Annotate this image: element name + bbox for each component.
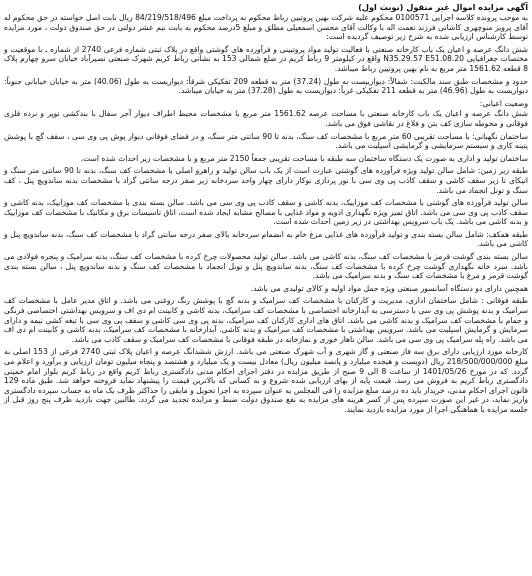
notice-paragraph: وضعیت اعیانی: xyxy=(479,98,528,108)
notice-paragraph: سالن بسته بندی گوشت قرمز با مشخصات کف سنگ، بدنه کاشی می باشد. سالن تولید محصولات چرخ کرده با مشخصات کف سنگ، بدنه سرامیک و پنجره فولادی می باشد. سرد خانه نگهداری گوشت چرخ کرده با مشخصات کف سنگ، بدنه ساندویچ پنل و تونل انجماد با مشخصات کف سنگ و بدنه ساندویچ پنل ، سالن بسته بندی گوشت قرمز و مرغ با مشخصات کف سنگ و بدنه سرامیک می باشد. xyxy=(4,252,528,281)
notice-paragraph: شش دانگ عرصه و اعیان یک باب کارخانه صنعتی با فعالیت تولید مواد پروتیینی و فرآورده های گوشتی واقع در پلاک ثبتی شماره فرعی 2740 از شماره ـ با موقعیت و مختصات جغرافیایی N35.29.57 E51.08.20 واقع در کیلومتر 9 رباط کریم در ضلع شمالی 153 به نشانی رباط کریم شهرک صنعتی نصیرآباد خیابان سرو چهارم پلاک 8 قطعه 1561.62 متر مربع به نام بهین پروتیین رباط میباشد. xyxy=(4,44,528,73)
notice-paragraph: سالن تولید فرآورده های گوشتی با مشخصات کف موزاییک، بدنه کاشی و سقف کاذب پی وی سی می باشد. سالن بسته بندی با مشخصات کف موزاییک، بدنه کاشی و سقف کاذب پی وی سی می باشد. اتاق تمیز ویژه نگهداری ادویه و مواد غذایی با مصالح مشابه ایجاد شده است، اتاق تاسیسات برق و مکانیک با مشخصات کف موزاییک و بدنه کاشی می باشد. یک باب سرویس بهداشتی در زیر زمین احداث شده است. xyxy=(4,198,528,227)
notice-paragraph: طبقه فوقانی : شامل ساختمان اداری، مدیریت و کارکنان با مشخصات کف سرامیک و بدنه گچ با پوشش رنگ روغنی می باشد. و اتاق مدیر عامل با مشخصات کف سرامیک و بدنه پوشش پی وی سی با دسترسی به آبدارخانه اختصاصی با مشخصات کف سرامیک، بدنه کاشی و کابینت ام دی اف و سرویس بهداشتی اختصاصی فرنگی و حمام با مشخصات کف سرامیک و بدنه کاشی می باشد. اتاق های اداری کارکنان کف سرامیک، بدنه پی وی سی کاشی و سقف پی وی سی با تیغه کشی نیمه و دارای سرمایش و گرمایش اسپلیت می باشد. سرویس بهداشتی با مشخصات کف سرامیک و بدنه کاشی. آبدارخانه با مشخصات کف سرامیک، بدنه کاشی و کابینت ام دی اف می باشد. راه پله سرامیک پی وی سی می باشد. سالن ناهار خوری و نمازخانه در طبقه فوقانی با مشخصات کف سرامیک و سقف کاذب می باشد. xyxy=(4,296,528,344)
notice-paragraph: همچنین دارای دو دستگاه آسانسور صنعتی ویژه حمل مواد اولیه و کالای تولیدی می باشد. xyxy=(250,283,528,293)
notice-paragraph: شش دانگ عرصه و اعیان یک باب کارخانه صنعتی با مساحت عرصه 1561.62 متر مربع با مشخصات محیط اطراف دیوار آجر سفال با بندکشی توپر و نرده فلزی فوقانی و محوطه سازی کف بتن و فلاغ در نقاشی فوق می باشد. xyxy=(4,109,528,128)
notice-paragraph: به موجب پرونده کلاسه اجرایی 0100571 محکوم علیه شرکت بهین پروتیین رباط محکوم به پرداخت مبلغ 84/219/518/496 ریال بابت اصل خواسته در حق محکوم له آقای پرویز منوچهری کاشانی فرزند نعمت اله با وکالت آقای محسن اسمعیلی مطلق و مبلغ 5درصد محکوم به بابت نیم عشر دولتی در حق صندوق دولت ، مورد مزایده توسط کارشناس ارزیابی شده به شرح زیر توصیف گردیده است: xyxy=(4,13,528,42)
notice-paragraph: طبقه زیر زمین: شامل سالن تولید ویژه فرآورده های گوشتی عبارت است از یک باب سالن تولید و راهرو اصلی با مشخصات کف سنگ، بدنه تا 90 سانتی متر سنگ و اتیکای تا زیر سقف کاشی و سقف کاذب پی وی سی با نور پردازی نوکار دارای چهار واحد سردخانه زیر صفر درجه سانتی گراد با مشخصات بدنه ساندویچ پنل ، کف سنگ و تونل انجماد می باشد. xyxy=(4,166,528,195)
notice-paragraph: ساختمان تولید و اداری به صورت یک دستگاه ساختمان سه طبقه با مساحت تقریبی جمعاً 2150 متر مربع و با مشخصات زیر احداث شده است. xyxy=(80,153,528,163)
notice-paragraph: طبقه همکف: شامل سالن بسته بندی و تولید فرآورده های غذایی مرغ خام به انضمام سردخانه بالای صفر درجه سانتی گراد با مشخصات کف سنگ، بدنه ساندویچ پنل و کاشی می باشد. xyxy=(4,229,528,249)
notice-title: آگهی مزایده اموال غیر منقول (نوبت اول) xyxy=(358,2,528,12)
notice-paragraph: کارخانه مورد ارزیابی دارای برق سه فاز صنعتی و گاز شهری و آب شهرک صنعتی می باشد. ارزش ششدانگ عرصه و اعیان پلاک ثبتی 2740 فرعی از 153 اصلی به مبلغ 218/500/000/000 ریال (دویست و هیجده میلیارد و پانصد میلیون ریال) معادل بیست و یک میلیارد و هشتصد و پنجاه میلیون تومان ارزیابی و برآورد و اعلام می گردد. که در مورخ 1401/05/26 از ساعت 8 الی 9 صبح از طریق مزایده در دفتر اجرای احکام مدنی دادگستری رباط کریم واقع در رباط کریم بلوار امام خمینی دادگستری رباط کریم به فروش می رسد. قیمت پایه از بهای ارزیابی شده شروع و به کسانی که بالاترین قیمت را پیشنهاد نماید فروخته خواهد شد. طبق ماده 129 قانون اجرای احکام مدنی، خریدار باید ده درصد مبلغ مزایده را فی المجلس به عنوان سپرده به اجرا تحویل و مابقی را حداکثر ظرف یک ماه به حساب سپرده دادگستری واریز نماید، در غیر این صورت سپرده پس از کسر هزینه های مزایده به نفع صندوق دولت ضبط و مزایده تجدید می گردد. طالبین جهت بازدید ظرف پنج روز قبل از جلسه مزایده با هماهنگی اجرا از مورد مزایده بازدید نمایند. xyxy=(4,347,528,414)
notice-paragraph: ساختمان نگهبانی: با مساحت تقریبی 60 متر مربع با مشخصات کف سنگ، بدنه تا 90 سانتی متر سنگ، و در فضای فوقانی دیوار پوش پی وی سی ، سقف گچ با پوشش پتینه کاری و سیستم سرمایشی و گرمایشی اسپلیت می باشد. xyxy=(4,131,529,151)
notice-paragraph: حدود و مشخصات طبق سند مالکیت: شمالاً: دیوارییست به طول (37.24) متر به قطعه 209 تفکیکی شرقاً: دیواریست به طول (40.06) متر به خیابان خیابانی جنوباً: دیواریست به طول (46.96) متر به قطعه 211 تفکیکی غرباً: دیواریست به طول (37.28) متر به خیابان میباشد. xyxy=(4,76,528,96)
